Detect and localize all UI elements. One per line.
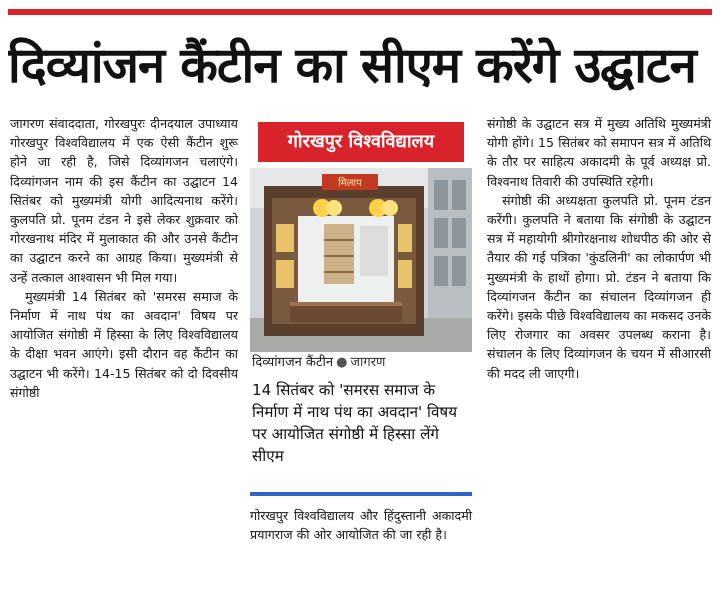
article-column-3 xyxy=(487,114,711,383)
middle-paragraph: गोरखपुर विश्वविद्यालय और हिंदुस्तानी अकादमी प्रयागराज की ओर आयोजित की जा रही है। xyxy=(250,508,472,543)
article-column-1 xyxy=(10,114,238,402)
paragraph: संगोष्ठी के उद्घाटन सत्र में मुख्य अतिथि मुख्यमंत्री योगी होंगे। 15 सितंबर को समापन सत्र में अतिथि के तौर पर साहित्य अकादमी के पूर्व अध्यक्ष प्रो. विश्वनाथ तिवारी की उपस्थिति रहेगी। xyxy=(487,116,711,189)
caption-dot-icon: ● xyxy=(336,355,348,370)
photo-caption xyxy=(252,352,472,374)
blue-divider xyxy=(250,492,472,496)
pull-quote: 14 सितंबर को 'समरस समाज के निर्माण में नाथ पंथ का अवदान' विषय पर आयोजित संगोष्ठी में हिस्सा लेंगे सीएम xyxy=(252,381,458,465)
top-red-rule xyxy=(8,9,712,15)
kicker-banner: गोरखपुर विश्वविद्यालय xyxy=(258,122,464,162)
paragraph: संगोष्ठी की अध्यक्षता कुलपति प्रो. पूनम टंडन करेंगी। कुलपति ने बताया कि संगोष्ठी के उद्घाटन सत्र में महायोगी श्रीगोरक्षनाथ शोधपीठ की ओर से तैयार की गई पत्रिका 'कुंडलिनी' का लोकार्पण भी मुख्यमंत्री के हाथों होगा। प्रो. टंडन ने बताया कि दिव्यांगजन कैंटीन का संचालन दिव्यांगजन ही करेंगे। इसके पीछे विश्वविद्यालय का मकसद उनके लिए रोजगार का अवसर उपलब्ध कराना है। संचालन के लिए दिव्यांगजन के चयन में सीआरसी की मदद ली जाएगी। xyxy=(487,192,711,381)
headline: दिव्यांजन कैंटीन का सीएम करेंगे उद्घाटन xyxy=(8,37,696,94)
paragraph: मुख्यमंत्री 14 सितंबर को 'समरस समाज के निर्माण में नाथ पंथ का अवदान' विषय पर आयोजित संगोष्ठी में हिस्सा के लिए विश्वविद्यालय के दीक्षा भवन आएंगे। इसी दौरान वह कैंटीन का उद्घाटन भी करेंगे। 14-15 सितंबर को दो दिवसीय संगोष्ठी xyxy=(10,288,238,400)
paragraph: जागरण संवाददाता, गोरखपुरः दीनदयाल उपाध्याय गोरखपुर विश्वविद्यालय में एक ऐसी कैंटीन शुरू होने जा रही है, जिसे दिव्यांगजन चलाएंगे। दिव्यांगजन नाम की इस कैंटीन का उद्घाटन 14 सितंबर को मुख्यमंत्री योगी आदित्यनाथ करेंगे। कुलपति प्रो. पूनम टंडन ने इसे लेकर शुक्रवार को गोरखनाथ मंदिर में मुलाकात की और उनसे कैंटीन का उद्घाटन करने का आग्रह किया। मुख्यमंत्री से उन्हें तत्काल आश्वासन भी मिल गया। xyxy=(10,116,238,285)
canteen-photo xyxy=(250,168,472,352)
canteen-kiosk-illustration xyxy=(250,168,472,352)
kiosk-sign-text: मिलाप xyxy=(338,178,362,189)
caption-source: जागरण xyxy=(350,355,386,370)
caption-text: दिव्यांगजन कैंटीन xyxy=(252,355,334,370)
